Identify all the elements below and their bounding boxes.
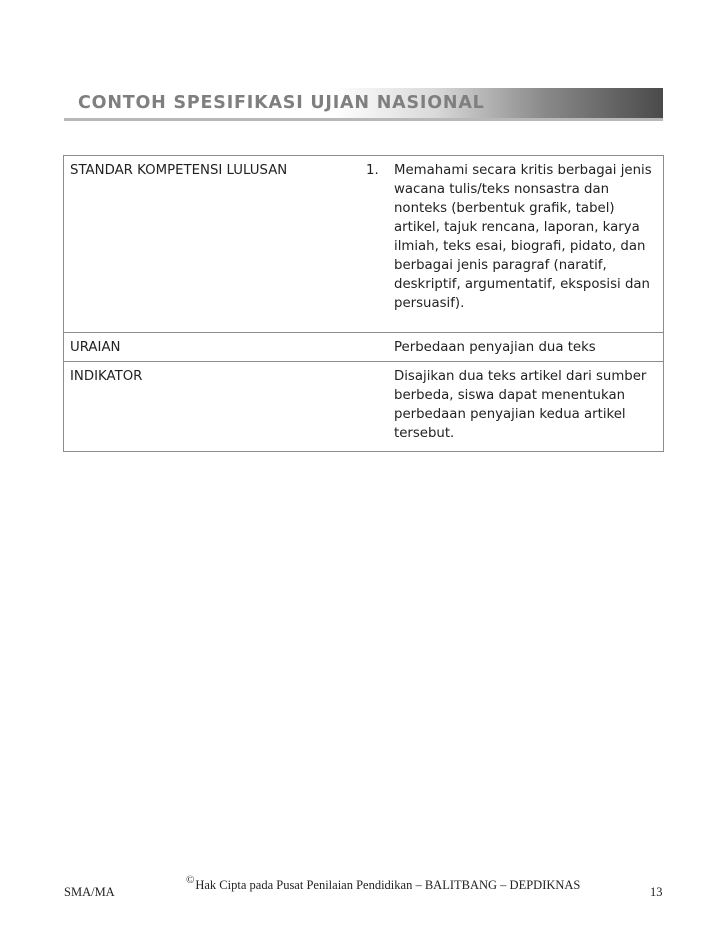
row-label: STANDAR KOMPETENSI LULUSAN	[64, 156, 367, 333]
footer-copyright-text: Hak Cipta pada Pusat Penilaian Pendidikan – BALITBANG – DEPDIKNAS	[195, 878, 581, 892]
table-row	[64, 333, 664, 362]
page-number: 13	[650, 885, 663, 899]
page-title: CONTOH SPESIFIKASI UJIAN NASIONAL	[78, 93, 485, 113]
section-title-bar	[64, 88, 663, 121]
specification-table	[63, 155, 664, 452]
row-number	[366, 333, 394, 362]
copyright-symbol: ©	[186, 874, 195, 886]
row-content: Perbedaan penyajian dua teks	[394, 333, 664, 362]
row-content: Memahami secara kritis berbagai jenis wacana tulis/teks nonsastra dan nonteks (berbentuk grafik, tabel) artikel, tajuk rencana, laporan, karya ilmiah, teks esai, biografi, pidato, dan berbagai jenis paragraf (naratif, deskriptif, argumentatif, eksposisi dan persuasif).	[394, 156, 664, 333]
footer-copyright	[186, 874, 581, 893]
row-number	[366, 362, 394, 452]
table-row	[64, 156, 664, 333]
footer-school-level: SMA/MA	[64, 885, 115, 899]
row-label: URAIAN	[64, 333, 367, 362]
table-row	[64, 362, 664, 452]
row-content: Disajikan dua teks artikel dari sumber berbeda, siswa dapat menentukan perbedaan penyajian kedua artikel tersebut.	[394, 362, 664, 452]
row-number: 1.	[366, 156, 394, 333]
row-label: INDIKATOR	[64, 362, 367, 452]
